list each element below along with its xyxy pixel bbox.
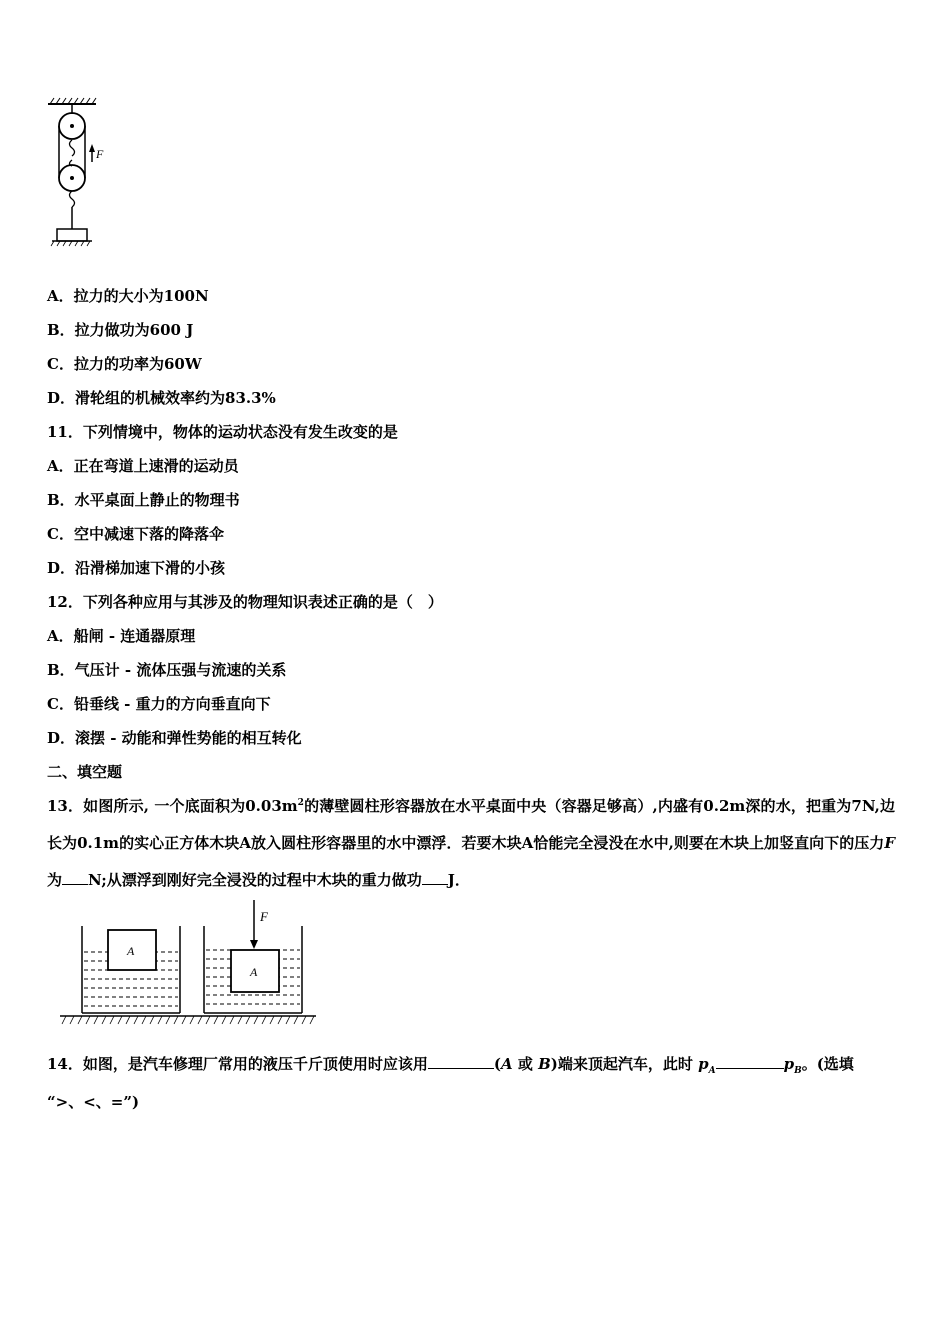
q12-option-b: B．气压计 - 流体压强与流速的关系 (47, 661, 287, 679)
answer-blank-work[interactable] (422, 870, 448, 885)
q11-option-b: B．水平桌面上静止的物理书 (47, 491, 240, 509)
q10-option-c: C．拉力的功率为60W (47, 355, 202, 373)
block-a-label: A (127, 944, 135, 958)
pulley-figure (40, 96, 130, 256)
q11-option-a: A．正在弯道上速滑的运动员 (47, 457, 239, 475)
q14-line1: 14．如图，是汽车修理厂常用的液压千斤顶使用时应该用 (A 或 B)端来顶起汽车，此时 $p_A$ $p_B$。(选填 (47, 1055, 854, 1076)
q10-option-b: B．拉力做功为600 J (47, 321, 194, 339)
q11-stem: 11．下列情境中，物体的运动状态没有发生改变的是 (47, 423, 398, 441)
containers-figure (58, 898, 323, 1033)
q14-line2: “>、<、=”) (47, 1093, 140, 1111)
section-title: 二、填空题 (47, 763, 123, 781)
q12-option-a: A．船闸 - 连通器原理 (47, 627, 196, 645)
pressure-a: $p_A$ (698, 1055, 716, 1076)
q12-option-d: D．滚摆 - 动能和弹性势能的相互转化 (47, 729, 302, 747)
q11-option-d: D．沿滑梯加速下滑的小孩 (47, 559, 226, 577)
q13-text: 13．如图所示, 一个底面积为$0.03m^2$的薄壁圆柱形容器放在水平桌面中央（容器足够高）,内盛有0.2m深的水，把重为7N,边长为0.1m的实心正方体木块A放入圆柱形容器里的水中漂浮．若要木块A恰能完全浸没在水中,则要在木块上加竖直向下的压力F为 N;从漂浮到刚好完全浸没的过程中木块的重力做功 J． (47, 797, 895, 889)
answer-blank-force[interactable] (62, 870, 88, 885)
q12-stem: 12．下列各种应用与其涉及的物理知识表述正确的是（ ） (47, 593, 443, 611)
q10-option-a: A．拉力的大小为100N (47, 287, 209, 305)
pressure-b: $p_B$ (783, 1055, 802, 1076)
force-variable: F (884, 834, 895, 852)
q12-option-c: C．铅垂线 - 重力的方向垂直向下 (47, 695, 271, 713)
block-a-label-2: A (250, 965, 258, 979)
q11-option-c: C．空中减速下落的降落伞 (47, 525, 224, 543)
answer-blank-compare[interactable] (716, 1054, 784, 1069)
force-label: F (96, 147, 104, 161)
answer-blank-end[interactable] (428, 1054, 494, 1069)
q10-option-d: D．滑轮组的机械效率约为83.3% (47, 389, 276, 407)
figure-force-label: F (260, 909, 268, 924)
